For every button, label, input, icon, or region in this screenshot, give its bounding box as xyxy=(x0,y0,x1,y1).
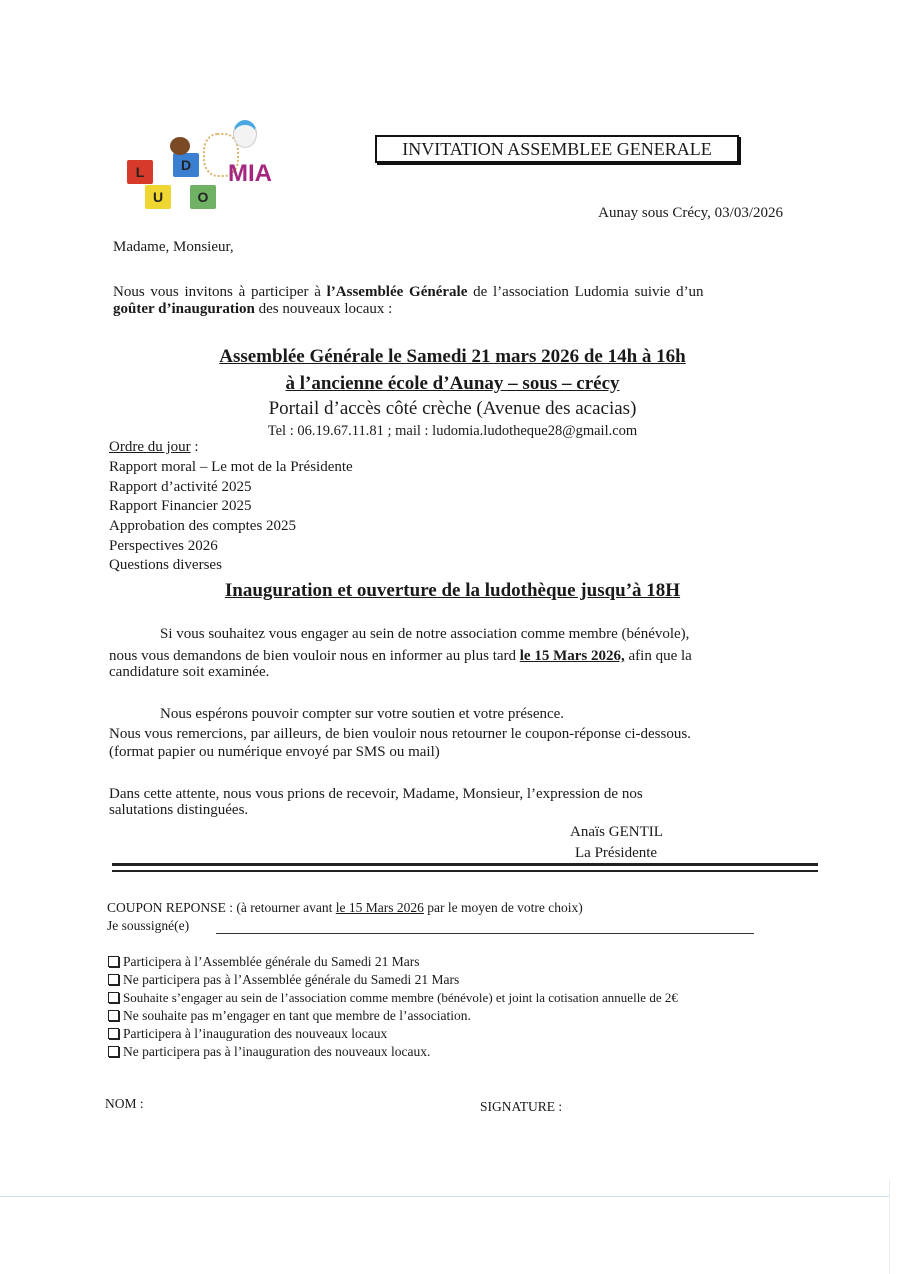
volunteer-line-2 xyxy=(109,648,692,665)
teddy-bear-icon xyxy=(170,137,190,155)
coupon-option[interactable] xyxy=(108,1044,430,1060)
event-contact: Tel : 06.19.67.11.81 ; mail : ludomia.ludotheque28@gmail.com xyxy=(267,423,638,439)
coupon-option[interactable] xyxy=(108,1008,471,1024)
ludomia-logo xyxy=(125,115,280,215)
checkbox[interactable] xyxy=(108,1046,119,1057)
soussigne-input-line[interactable] xyxy=(216,933,754,934)
coupon-heading xyxy=(107,900,583,916)
checkbox[interactable] xyxy=(108,956,119,967)
agenda-colon: : xyxy=(190,439,199,455)
checkbox[interactable] xyxy=(108,1028,119,1039)
intro-bold: l’Assemblée Générale xyxy=(326,284,468,300)
support-line-2: Nous vous remercions, par ailleurs, de bien vouloir nous retourner le coupon-réponse ci-dessous. xyxy=(109,726,691,742)
divider-line xyxy=(112,870,818,872)
support-line-1: Nous espérons pouvoir compter sur votre soutien et votre présence. xyxy=(160,706,565,722)
option-label: Ne participera pas à l’inauguration des nouveaux locaux. xyxy=(123,1044,431,1059)
salutation: Madame, Monsieur, xyxy=(113,239,234,255)
logo-cube-l: L xyxy=(127,160,153,184)
option-label: Ne participera pas à l’Assemblée générale du Samedi 21 Mars xyxy=(123,972,460,987)
logo-cube-o: O xyxy=(190,185,216,209)
intro-text: Nous vous invitons à participer à xyxy=(113,284,327,300)
option-label: Souhaite s’engager au sein de l’association comme membre (bénévole) et joint la cotisation annuelle de 2€ xyxy=(123,990,678,1005)
agenda-heading xyxy=(109,439,199,456)
logo-mia: MIA xyxy=(228,160,272,187)
logo-cube-d: D xyxy=(173,153,199,177)
volunteer-text: nous vous demandons de bien vouloir nous en informer au plus tard xyxy=(109,648,520,664)
coupon-deadline: le 15 Mars 2026 xyxy=(335,900,424,915)
coupon-option[interactable] xyxy=(108,972,459,988)
agenda-item: Questions diverses xyxy=(109,557,222,573)
intro-text: des nouveaux locaux : xyxy=(254,301,393,317)
option-label: Participera à l’Assemblée générale du Samedi 21 Mars xyxy=(123,954,420,969)
intro-line-2 xyxy=(113,301,392,318)
coupon-option[interactable] xyxy=(108,1026,387,1042)
place-date: Aunay sous Crécy, 03/03/2026 xyxy=(598,205,783,221)
signature-label: SIGNATURE : xyxy=(480,1099,563,1114)
event-heading-1: Assemblée Générale le Samedi 21 mars 2026 de 14h à 16h xyxy=(219,346,686,367)
signatory-name: Anaïs GENTIL xyxy=(570,824,663,840)
closing-line-1: Dans cette attente, nous vous prions de recevoir, Madame, Monsieur, l’expression de nos xyxy=(109,786,643,802)
closing-line-2: salutations distinguées. xyxy=(109,802,249,818)
event-access: Portail d’accès côté crèche (Avenue des acacias) xyxy=(268,398,637,419)
coupon-text: par le moyen de votre choix) xyxy=(423,900,583,915)
intro-text: de l’association Ludomia suivie d’un xyxy=(467,284,704,300)
checkbox[interactable] xyxy=(108,974,119,985)
scan-edge-line xyxy=(889,1180,890,1274)
coupon-text: COUPON REPONSE : (à retourner avant xyxy=(107,900,336,915)
document-title: INVITATION ASSEMBLEE GENERALE xyxy=(375,135,739,163)
event-heading-2: à l’ancienne école d’Aunay – sous – crécy xyxy=(285,373,620,394)
logo-cube-u: U xyxy=(145,185,171,209)
nom-label: NOM : xyxy=(105,1096,144,1111)
volunteer-text: afin que la xyxy=(624,648,692,664)
option-label: Ne souhaite pas m’engager en tant que membre de l’association. xyxy=(123,1008,471,1023)
signatory-role: La Présidente xyxy=(575,845,658,861)
option-label: Participera à l’inauguration des nouveaux locaux xyxy=(123,1026,388,1041)
checkbox[interactable] xyxy=(108,1010,119,1021)
intro-line-1 xyxy=(113,284,704,301)
volunteer-line-3: candidature soit examinée. xyxy=(109,664,270,680)
volunteer-deadline: le 15 Mars 2026, xyxy=(519,648,625,664)
intro-bold: goûter d’inauguration xyxy=(113,301,255,317)
scan-edge-line xyxy=(0,1196,890,1197)
support-line-3: (format papier ou numérique envoyé par SMS ou mail) xyxy=(109,744,440,760)
volunteer-line-1: Si vous souhaitez vous engager au sein de notre association comme membre (bénévole), xyxy=(160,626,690,642)
agenda-item: Perspectives 2026 xyxy=(109,538,218,554)
agenda-item: Rapport moral – Le mot de la Présidente xyxy=(109,459,353,475)
inauguration-heading: Inauguration et ouverture de la ludothèque jusqu’à 18H xyxy=(224,580,681,601)
coupon-option[interactable] xyxy=(108,990,678,1006)
divider-line xyxy=(112,863,818,866)
agenda-item: Rapport d’activité 2025 xyxy=(109,479,252,495)
jester-icon xyxy=(233,120,257,148)
agenda-item: Rapport Financier 2025 xyxy=(109,498,252,514)
checkbox[interactable] xyxy=(108,992,119,1003)
agenda-heading-text: Ordre du jour xyxy=(109,439,191,455)
agenda-item: Approbation des comptes 2025 xyxy=(109,518,297,534)
soussigne-label: Je soussigné(e) xyxy=(107,918,190,933)
coupon-option[interactable] xyxy=(108,954,420,970)
